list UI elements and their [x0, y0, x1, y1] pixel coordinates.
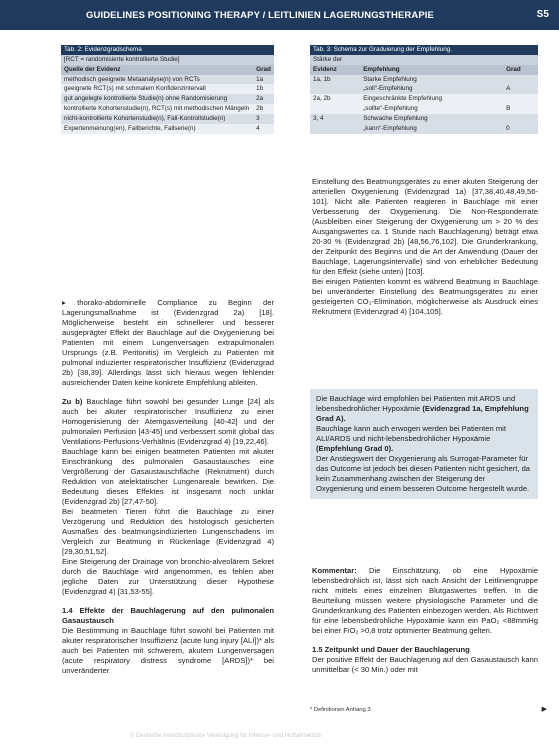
table-row: „sollte“-Empfehlung B [310, 104, 538, 114]
page-number: S5 [536, 9, 549, 20]
paragraph: Bei einigen Patienten kommt es während Beatmung in Bauchlage bei unveränderter Einstellung des Beatmungsgerätes zu einer gesteigerten CO₂-Elimination, möglicherweise als Ausdruck eines Rekrutment (Evidenzgrad 4) [104,105]. [312, 277, 538, 316]
table-row: 3, 4 Schwache Empfehlung [310, 114, 538, 124]
table-row: nicht-kontrollierte Kohortenstudie(n), Fall-Kontrollstudie(n) 3 [61, 114, 274, 124]
paragraph: ▸ thorako-abdominelle Compliance zu Beginn der Lagerungsmaßnahme ist (Evidenzgrad 2a) [18]. Möglicherweise besteht ein schnellerer und besserer ausgeprägter Effekt der Bauchlage auf die Oxygenierung bei Patienten mit einem Lungenversagen extrapulmonalen Ursprungs (z.B. Peritonitis) im Vergleich zu Patienten mit pulmonal induzierter respiratorischer Insuffizienz (Evidenzgrad 2b) [38,39]. Allerdings lässt sich hieraus wegen fehlender ausreichender Daten keine konkrete Empfehlung ableiten. [62, 298, 274, 387]
evidence-grade-table [61, 45, 274, 134]
recommendation-text: Die Bauchlage wird empfohlen bei Patienten mit ARDS und lebensbedrohlicher Hypoxämie (Evidenzgrad 1a, Empfehlung Grad A). [316, 394, 529, 423]
table-row: kontrollierte Kohortenstudie(n), RCT(s) mit methodischen Mängeln 2b [61, 104, 274, 114]
table3-subcaption: Stärke der [313, 55, 343, 63]
right-column-top [312, 177, 538, 317]
paragraph: Bauchlage kann bei einigen beatmeten Patienten mit akuter Einschränkung des pulmonalen Gasaustausches eine Vergrößerung der Gasaustauschfläche (Rekrutment) durch Reduktion von atelektatischer Lungenareale bewirken. Die Bedeutung dieses Effektes ist insgesamt noch unklar (Evidenzgrad 2b) [27,47-50]. [62, 447, 274, 506]
table2-subcaption: [RCT = randomisierte kontrollierte Studie] [64, 55, 180, 63]
table-row: „kann“-Empfehlung 0 [310, 124, 538, 134]
table2-header-source: Quelle der Evidenz [64, 65, 121, 73]
continue-arrow-icon: ▶ [541, 706, 547, 713]
paragraph: Kommentar: Die Einschätzung, ob eine Hypoxämie lebensbedrohlich ist, lässt sich nach Ansicht der Leitliniengruppe nicht mittels eines einzelnen Blutgaswertes treffen. In die Beurteilung müssen weitere physiologische Parameter und die Grunderkrankung des Patienten einbezogen werden. Als Richtwert für eine lebensbedrohliche Hypoxämie kann ein PaO₂ <88mmHg bei einer FiO₂ >0,8 trotz optimierter Beatmung gelten. [312, 566, 538, 635]
table3-header-evidence: Evidenz [313, 65, 337, 73]
table3-header-grade: Grad [506, 65, 521, 73]
right-column-bottom [312, 566, 538, 675]
section-heading: 1.5 Zeitpunkt und Dauer der Bauchlagerung [312, 645, 470, 654]
table-row: gut angelegte kontrollierte Studie(n) ohne Randomisierung 2a [61, 94, 274, 104]
header-title: GUIDELINES POSITIONING THERAPY / LEITLINIEN LAGERUNGSTHERAPIE [86, 9, 434, 21]
paragraph: Eine Steigerung der Drainage von bronchio-alveolärem Sekret durch die Bauchlage wird angenommen, es fehlen aber jegliche Daten zur Unterstützung dieser Hypothese (Evidenzgrad 4) [31,53-55]. [62, 557, 274, 596]
left-column [62, 298, 274, 676]
footnote: * Definitionen Anhang 3 [310, 707, 371, 713]
table3-caption: Tab. 3: Schema zur Graduierung der Empfehlung. [313, 46, 452, 53]
recommendation-grade-table [310, 45, 538, 134]
section-heading: 1.4 Effekte der Bauchlagerung auf den pulmonalen Gasaustausch [62, 606, 274, 625]
table2-header-grade: Grad [256, 65, 271, 73]
paragraph: Der positive Effekt der Bauchlagerung auf den Gasaustausch kann unmittelbar (< 30 Min.) oder mit [312, 655, 538, 674]
table-row: geeignete RCT(s) mit schmalem Konfidenzintervall 1b [61, 84, 274, 94]
paragraph: Die Bestimmung in Bauchlage führt sowohl bei Patienten mit akuter respiratorischer Insuffizienz (acute lung injury [ALI])* als auch bei Patienten mit schwerem, akutem Lungenversagen (acute respiratory distress syndrome [ARDS])* bei unveränderter [62, 626, 274, 675]
table2-caption: Tab. 2: Evidenzgradschema [64, 46, 142, 53]
recommendation-text: Bauchlage kann auch erwogen werden bei Patienten mit ALI/ARDS und nicht-lebensbedrohlicher Hypoxämie (Empfehlung Grad 0). [316, 424, 506, 453]
table-row: 1a, 1b Starke Empfehlung [310, 75, 538, 85]
table-row: 2a, 2b Eingeschränkte Empfehlung [310, 94, 538, 104]
paragraph: Einstellung des Beatmungsgerätes zu einer akuten Steigerung der arteriellen Oxygenierung (Evidenzgrad 1a) [37,38,40,48,49,56-101]. Nicht alle Patienten reagieren in Bauchlage mit einer Verbesserung der Oxygenierung. Die Non-Responderrate (Ausbleiben einer Steigerung der Oxygenierung um > 20 % des Ausgangswertes ca. 1 Stunde nach Bauchlagerung) beträgt etwa 20-30 % (Evidenzgrad 2b) [48,56,76,102]. Die Grunderkrankung, der Zeitpunkt des Beginns und die Art der Anwendung (Dauer der Bauchlage, Lagerungsintervalle) sind von erheblicher Bedeutung für den Effekt (siehe unten) [103]. [312, 177, 538, 276]
page-header [0, 0, 559, 30]
table3-header-recommendation: Empfehlung [363, 65, 400, 73]
recommendation-text: Der Anstiegswert der Oxygenierung als Surrogat-Parameter für das Outcome ist jedoch bei diesen Patienten nicht gesichert, da kein Zusammenhang zwischen der Steigerung der Oxygenierung und einem besseren Outcome hergestellt wurde. [316, 454, 531, 493]
table-row: methodisch geeignete Metaanalyse(n) von RCTs 1a [61, 75, 274, 85]
paragraph: Zu b) Bauchlage führt sowohl bei gesunder Lunge [24] als auch bei akuter respiratorischer Insuffizienz zu einer Homogenisierung der Atemgasverteilung [40-42] und der pulmonalen Perfusion [43-45] und verbessert somit global das Ventilations-Perfusions-Verhältnis (Evidenzgrad 4) [19,22,46]. [62, 397, 275, 446]
copyright-watermark: © Deutsche Interdisziplinäre Vereinigung für Intensiv- und Notfallmedizin [130, 733, 323, 739]
recommendation-box [310, 389, 538, 499]
paragraph: Bei beatmeten Tieren führt die Bauchlage zu einer Verzögerung und Reduktion des histologisch gesicherten Ausmaßes des beatmungsinduzierten Lungenschadens im Vergleich zur Beatmung in Rückenlage (Evidenzgrad 4) [29,30,51,52]. [62, 507, 274, 556]
table-row: Expertenmeinung(en), Fallberichte, Fallserie(n) 4 [61, 124, 274, 134]
table-row: „soll“-Empfehlung A [310, 84, 538, 94]
